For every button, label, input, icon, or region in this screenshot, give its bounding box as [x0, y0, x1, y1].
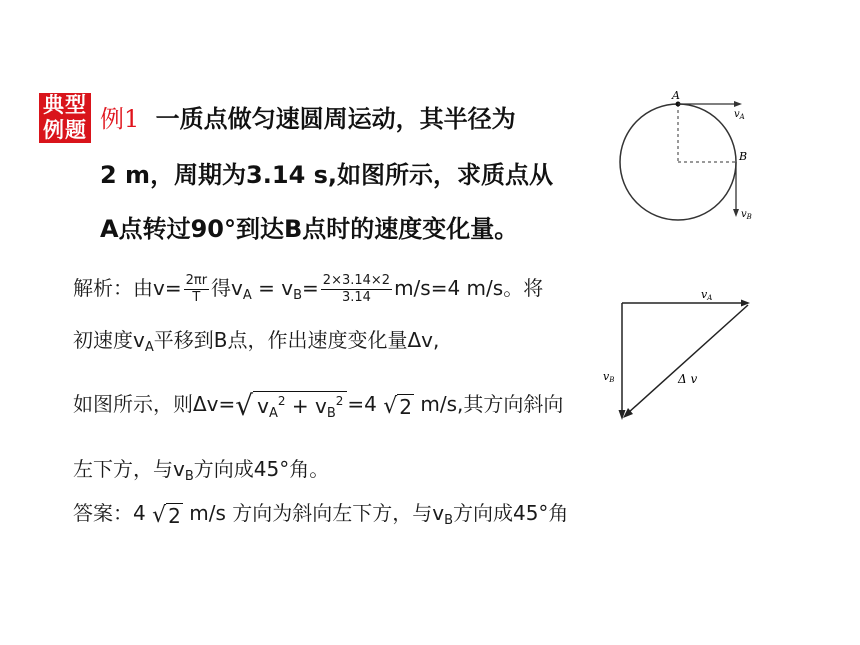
- sol1-sub-b: B: [293, 288, 303, 303]
- tri-label-dv: Δ v: [678, 372, 698, 386]
- fraction-2pir-t: [184, 273, 209, 306]
- label-a: A: [672, 90, 680, 102]
- vector-va-head: [741, 300, 750, 307]
- sol1-eq: = v: [251, 276, 294, 300]
- sol3-result: =4: [347, 392, 377, 416]
- example-badge: [39, 93, 91, 143]
- tri-label-va: vA: [701, 288, 713, 302]
- sol1-eq2: =: [302, 276, 319, 300]
- sqrt-va-sub: A: [268, 405, 278, 421]
- frac1-den: T: [192, 290, 201, 305]
- sol3-suffix: m/s,其方向斜向: [420, 392, 564, 416]
- sqrt-plus: +: [285, 393, 315, 418]
- sol1-mid: 得v: [211, 276, 243, 300]
- sqrt-vb: v: [315, 393, 327, 418]
- example-label: 例1: [100, 105, 140, 133]
- problem-line2: 2 m，周期为3.14 s,如图所示，求质点从: [100, 161, 554, 189]
- solution-line2: [73, 324, 439, 355]
- sol2-prefix: 初速度v: [73, 328, 145, 352]
- sqrt-expression: √ $v_A^2 + v_B^2$: [235, 389, 347, 422]
- arrow-vb-head: [733, 209, 739, 217]
- answer-sqrt: √ 2: [152, 502, 181, 528]
- solution-line3: [73, 388, 563, 422]
- problem-line1: [100, 99, 516, 134]
- badge-line2: 例题: [43, 118, 87, 142]
- sol4-sub: B: [184, 469, 194, 484]
- sol1-prefix: 解析：由v=: [73, 276, 182, 300]
- sol2-sub: A: [144, 340, 154, 355]
- tri-label-vb: vB: [603, 370, 615, 384]
- label-vb: $v_B$: [741, 209, 752, 221]
- label-va: $v_A$: [734, 109, 745, 121]
- sol1-sub-a: A: [242, 288, 252, 303]
- sol4-suffix: 方向成45°角。: [193, 457, 330, 481]
- badge-line1: 典型: [43, 93, 87, 117]
- sqrt-va: v: [257, 393, 269, 418]
- arrow-va-head: [734, 101, 742, 107]
- answer-sub: B: [444, 513, 453, 528]
- label-b: B: [739, 150, 748, 163]
- solution-line4: [73, 453, 329, 484]
- answer-unit: m/s 方向为斜向左下方，与v: [189, 501, 445, 525]
- answer-line: [73, 497, 568, 528]
- sol2-suffix: 平移到B点，作出速度变化量Δv,: [153, 328, 440, 352]
- sqrt-vb-sub: B: [326, 405, 336, 421]
- frac2-num: 2×3.14×2: [322, 273, 391, 288]
- sol1-suffix: m/s=4 m/s。将: [394, 276, 544, 300]
- sqrt-va-sup: 2: [277, 393, 286, 408]
- answer-suffix: 方向成45°角: [452, 501, 569, 525]
- sqrt-two-value: 2: [399, 394, 413, 419]
- sol4-prefix: 左下方，与v: [73, 457, 185, 481]
- triangle-figure: [598, 285, 768, 430]
- frac1-num: 2πr: [185, 273, 208, 288]
- frac2-den: 3.14: [341, 290, 371, 305]
- answer-prefix: 答案：4: [73, 501, 146, 525]
- problem-line3: A点转过90°到达B点时的速度变化量。: [100, 215, 519, 243]
- sqrt-two: √ 2: [383, 393, 413, 419]
- answer-sqrt-value: 2: [168, 503, 181, 528]
- circle-figure: [610, 90, 770, 225]
- sol3-prefix: 如图所示，则Δv=: [73, 392, 236, 416]
- fraction-numeric: [321, 273, 392, 306]
- problem-text-1: 一质点做匀速圆周运动，其半径为: [155, 105, 516, 133]
- vector-vb-head: [619, 410, 626, 420]
- vector-dv: [628, 305, 748, 413]
- solution-line1: [73, 272, 543, 306]
- sqrt-vb-sup: 2: [335, 393, 344, 408]
